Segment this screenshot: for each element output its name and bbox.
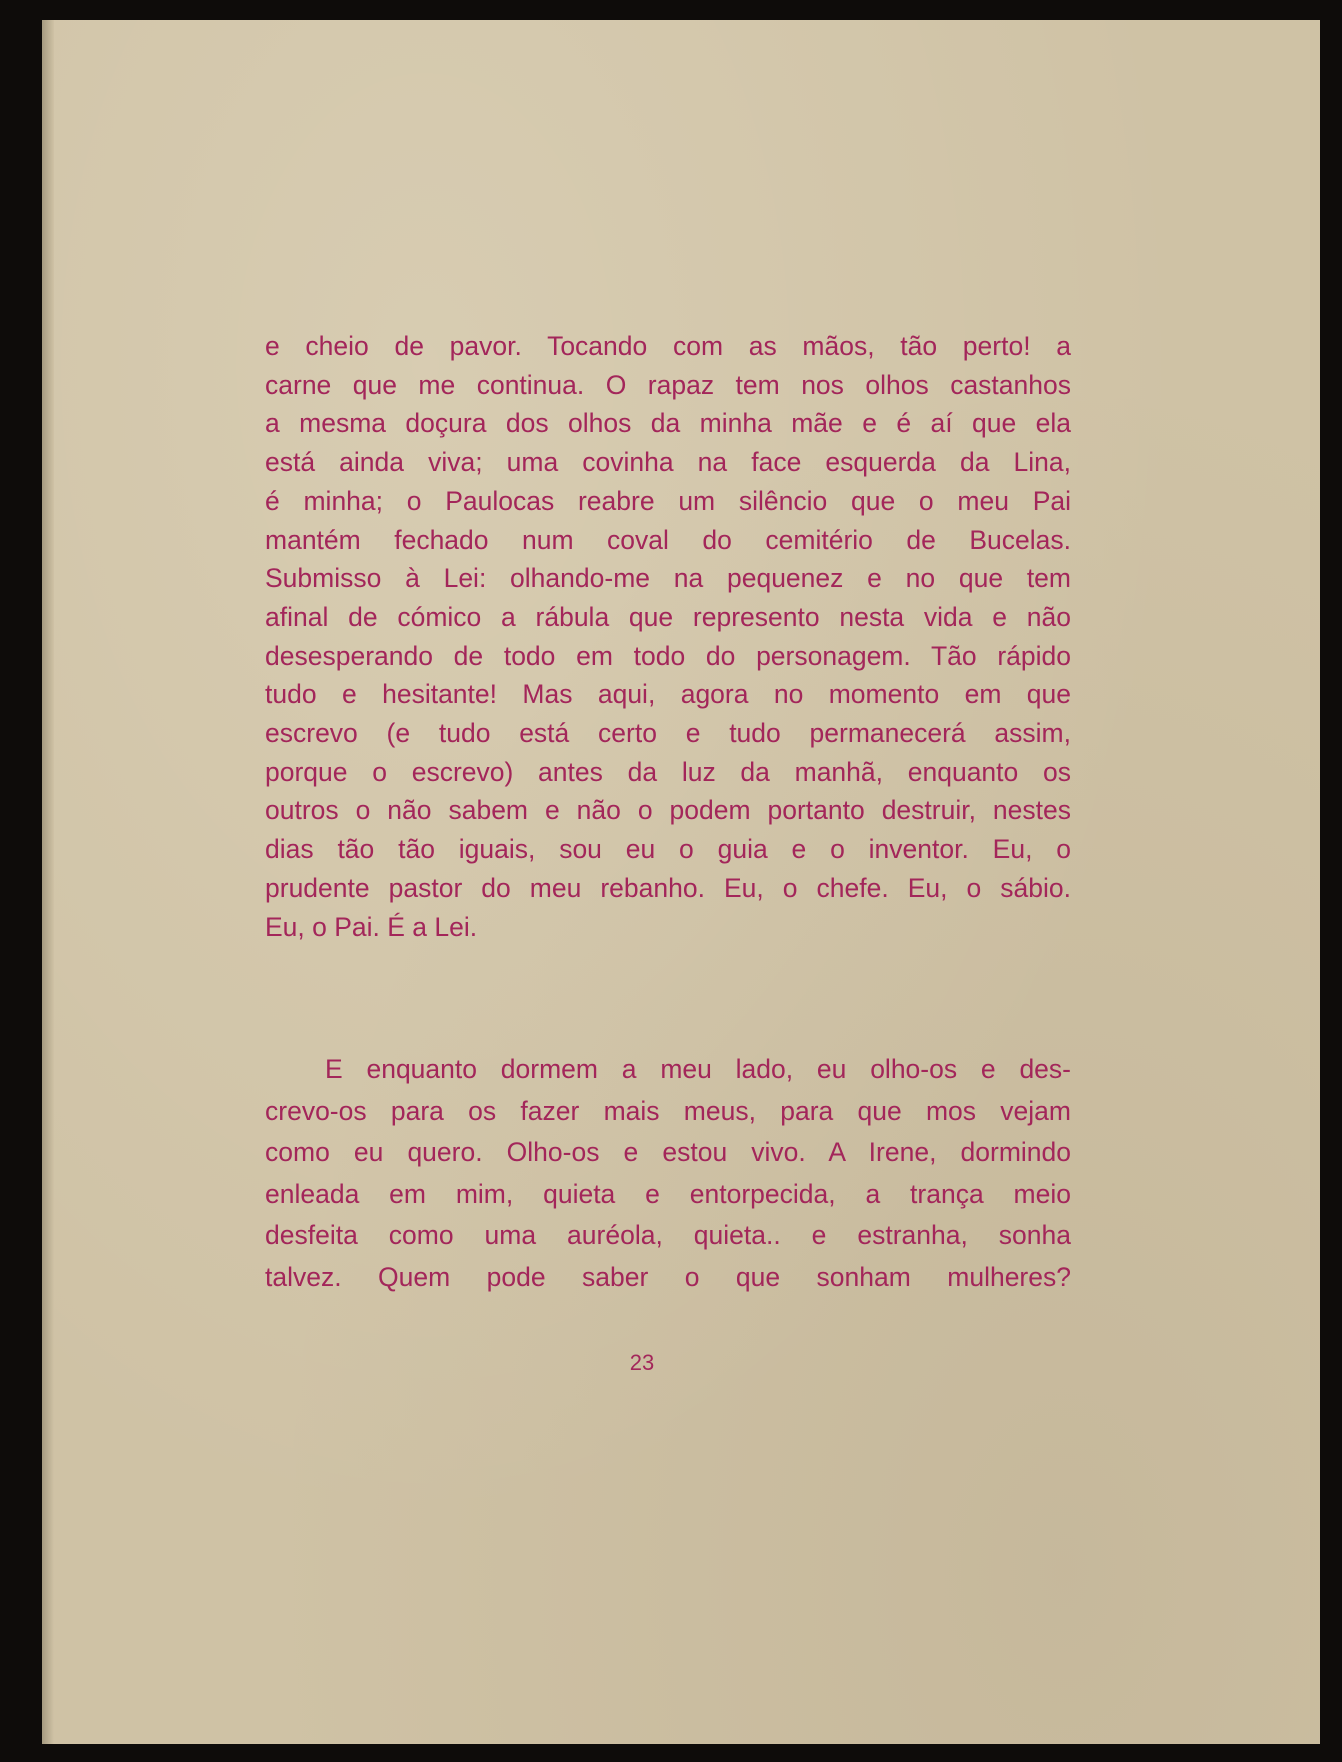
text-line: E enquanto dormem a meu lado, eu olho-os e des- [325,1054,1071,1084]
text-line: mantém fechado num coval do cemitério de Bucelas. [265,524,1071,555]
text-line: Submisso à Lei: olhando-me na pequenez e no que tem [265,563,1071,594]
text-line: a mesma doçura dos olhos da minha mãe e é aí que ela [265,408,1071,439]
text-line: carne que me continua. O rapaz tem nos olhos castanhos [265,369,1071,400]
text-line: talvez. Quem pode saber o que sonham mulheres? [265,1261,1071,1292]
text-line: porque o escrevo) antes da luz da manhã, enquanto os [265,756,1071,787]
text-line: como eu quero. Olho-os e estou vivo. A Irene, dormindo [265,1137,1071,1167]
text-line: dias tão tão iguais, sou eu o guia e o inventor. Eu, o [265,834,1071,865]
text-line: outros o não sabem e não o podem portanto destruir, nestes [265,795,1071,826]
text-line: está ainda viva; uma covinha na face esquerda da Lina, [265,447,1071,478]
text-line: escrevo (e tudo está certo e tudo permanecerá assim, [265,718,1071,749]
text-line: afinal de cómico a rábula que represento nesta vida e não [265,601,1071,632]
text-line: desesperando de todo em todo do personagem. Tão rápido [265,640,1071,671]
text-line: e cheio de pavor. Tocando com as mãos, tão perto! a [265,331,1071,361]
paragraph-1 [265,327,1071,946]
page-gutter-shadow [42,20,54,1744]
text-line: enleada em mim, quieta e entorpecida, a trança meio [265,1178,1071,1209]
paragraph-2 [265,1049,1071,1298]
text-line: tudo e hesitante! Mas aqui, agora no momento em que [265,679,1071,710]
book-page [42,20,1320,1744]
text-line: desfeita como uma auréola, quieta.. e estranha, sonha [265,1220,1071,1250]
text-line: Eu, o Pai. É a Lei. [265,911,478,942]
text-line: é minha; o Paulocas reabre um silêncio que o meu Pai [265,485,1071,516]
page-number: 23 [629,1350,655,1375]
text-line: crevo-os para os fazer mais meus, para que mos vejam [265,1095,1071,1126]
text-line: prudente pastor do meu rebanho. Eu, o chefe. Eu, o sábio. [265,872,1071,903]
